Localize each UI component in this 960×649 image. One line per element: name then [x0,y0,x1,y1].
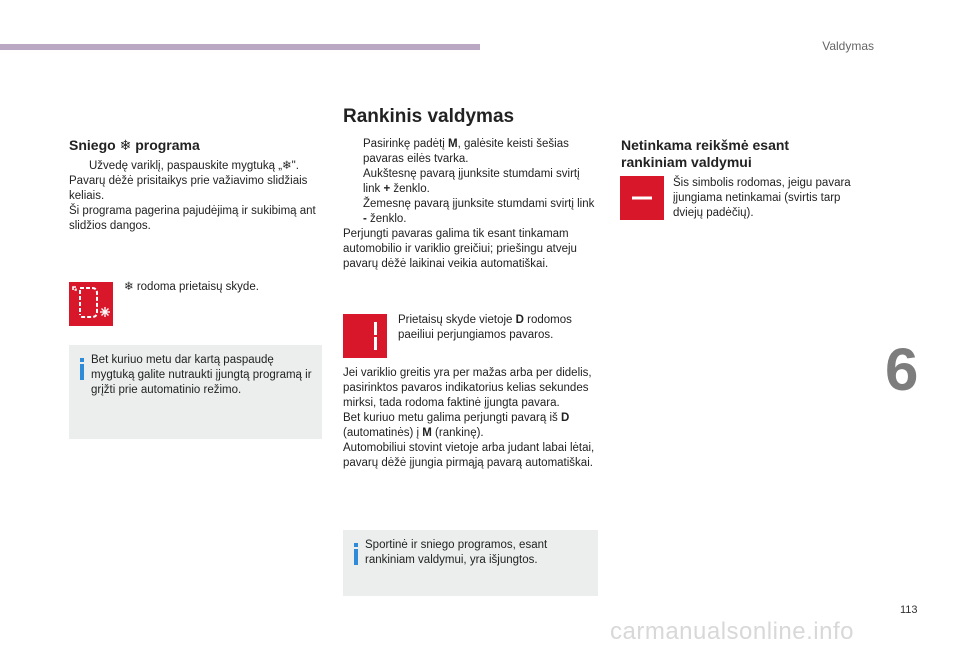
snowflake-icon: ❄ [119,137,132,153]
wrong-value-heading: Netinkama reikšmė esant rankiniam valdymui [621,137,790,170]
snow-mode-indicator-icon [69,282,113,326]
manual-info-box [343,530,598,596]
list-item: Pasirinkę padėtį M, galėsite keisti šešias pavaras eilės tvarka. [363,138,569,165]
list-item: Žemesnę pavarą įjunksite stumdami svirtį link - ženklo. [363,198,595,225]
manual-body-2 [343,366,597,471]
list-item: Aukštesnę pavarą įjunksite stumdami svirtį link + ženklo. [363,168,580,195]
snow-paragraph-1: Pavarų dėžė prisitaikys prie važiavimo slidžiais keliais. [69,175,308,202]
manual-body [343,137,597,272]
invalid-gear-indicator-icon [620,176,664,220]
manual-paragraph-4: Automobiliui stovint vietoje arba judant labai lėtai, pavarų dėžė įjungia pirmąją pavarą automatiškai. [343,442,595,469]
chapter-number: 6 [885,336,919,403]
snow-info-box [69,345,322,439]
snow-icon-caption: ❄ rodoma prietaisų skyde. [124,281,259,293]
snow-paragraph-2: Ši programa pagerina pajudėjimą ir sukibimą ant slidžios dangos. [69,205,316,232]
wrong-icon-caption: Šis simbolis rodomas, jeigu pavara įjungiama netinkamai (svirtis tarp dviejų padėčių). [673,177,851,219]
header-bar [0,44,480,50]
manual-icon-caption: Prietaisų skyde vietoje D rodomos paeiliui perjungiamos pavaros. [398,314,572,341]
manual-heading: Rankinis valdymas [343,106,515,127]
manual-info-text: Sportinė ir sniego programos, esant rankiniam valdymui, yra išjungtos. [365,539,548,566]
list-item: Užvedę variklį, paspauskite mygtuką „❄". [89,160,299,172]
snow-heading: Sniego ❄ programa [69,137,200,153]
manual-paragraph-1: Perjungti pavaras galima tik esant tinkamam automobilio ir variklio greičiui; priešingu atveju pavarų dėžė laikinai veikia automatiškai. [343,228,577,270]
section-name: Valdymas [822,39,874,53]
info-icon [80,358,84,380]
info-icon [354,543,358,565]
watermark: carmanualsonline.info [610,618,854,645]
snow-info-text: Bet kuriuo metu dar kartą paspaudę mygtuką galite nutraukti įjungtą programą ir grįžti prie automatinio režimo. [91,354,312,396]
page-number: 113 [900,604,918,616]
snow-body [69,159,323,234]
manual-paragraph-2: Jei variklio greitis yra per mažas arba per didelis, pasirinktos pavaros indikatorius kelias sekundes mirksi, tada rodoma faktinė įjungta pavara. [343,367,592,409]
gear-1-indicator-icon [343,314,387,358]
manual-paragraph-3: Bet kuriuo metu galima perjungti pavarą iš D (automatinės) į M (rankinę). [343,412,570,439]
